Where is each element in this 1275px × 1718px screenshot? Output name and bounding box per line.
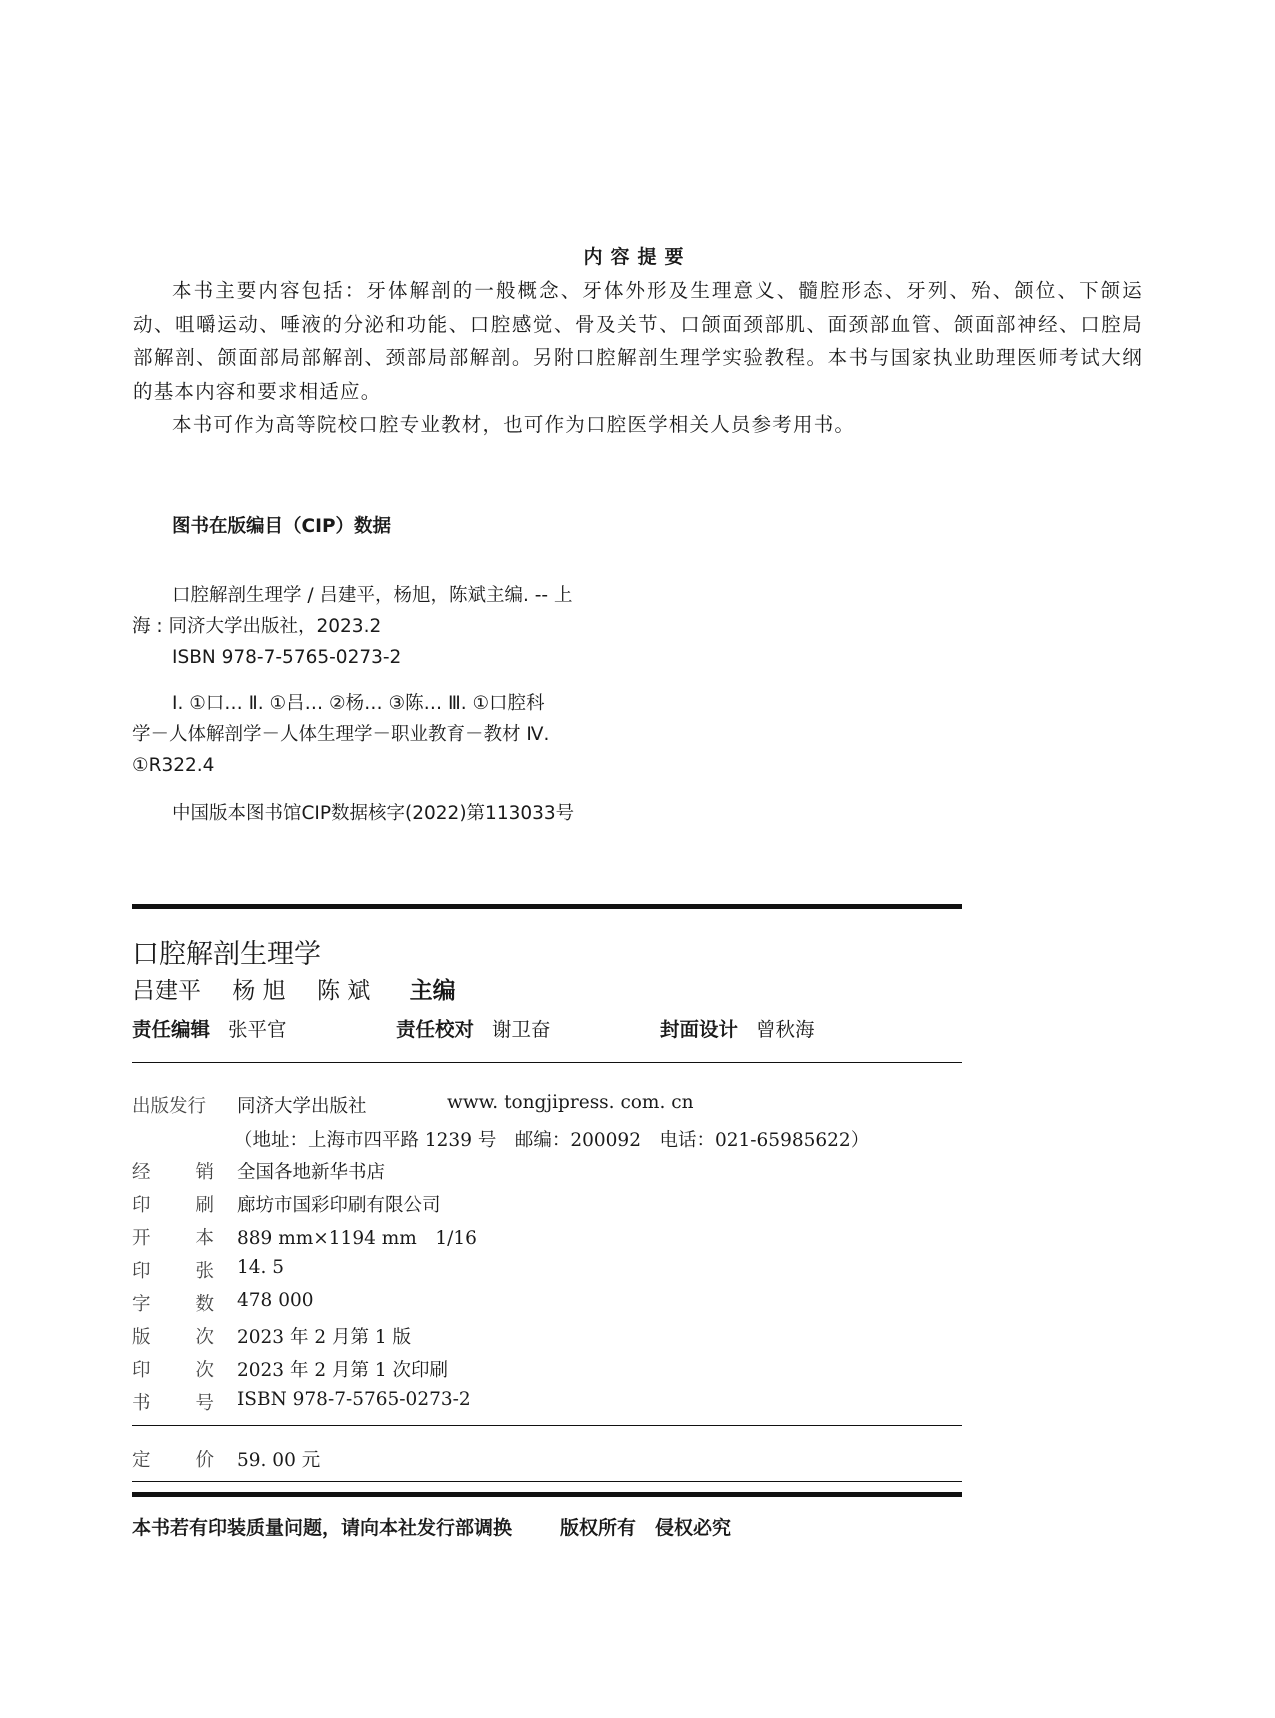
staff-role: 责任编辑 <box>132 1018 211 1041</box>
cip-heading: 图书在版编目（CIP）数据 <box>172 516 392 537</box>
label-char: 印 <box>132 1360 151 1381</box>
editor-name: 杨 旭 <box>232 978 286 1004</box>
staff-proofreader <box>396 1014 551 1042</box>
editor-name: 吕建平 <box>132 978 201 1004</box>
info-value: 478 000 <box>237 1290 314 1311</box>
summary-paragraph: 本书可作为高等院校口腔专业教材，也可作为口腔医学相关人员参考用书。 <box>172 413 856 436</box>
label-char: 定 <box>132 1450 151 1471</box>
cip-desc-line: 海 : 同济大学出版社，2023.2 <box>132 616 382 637</box>
publisher-address: （地址：上海市四平路 1239 号 邮编：200092 电话：021-65985622） <box>234 1130 870 1151</box>
editors-line <box>132 972 480 1005</box>
staff-role: 封面设计 <box>660 1018 739 1041</box>
info-label <box>132 1389 214 1415</box>
staff-cover-design <box>660 1014 815 1042</box>
quality-note: 本书若有印装质量问题，请向本社发行部调换 <box>132 1517 513 1539</box>
info-label <box>132 1158 214 1184</box>
info-label: 出版发行 <box>132 1096 207 1117</box>
staff-name: 张平官 <box>228 1018 287 1041</box>
footer-note <box>132 1513 731 1540</box>
info-value: 全国各地新华书店 <box>237 1162 386 1183</box>
summary-paragraph: 本书主要内容包括：牙体解剖的一般概念、牙体外形及生理意义、髓腔形态、牙列、殆、颌位、下颌运动、咀嚼运动、唾液的分泌和功能、口腔感觉、骨及关节、口颌面颈部肌、面颈部血管、颌面部神经、口腔局部解剖、颌面部局部解剖、颈部局部解剖。另附口腔解剖生理学实验教程。本书与国家执业助理医师考试大纲的基本内容和要求相适应。 <box>133 279 1143 403</box>
label-char: 本 <box>195 1228 214 1249</box>
cip-core-number-text: 中国版本图书馆CIP数据核字(2022)第113033号 <box>172 803 575 824</box>
cip-isbn: ISBN 978-7-5765-0273-2 <box>172 647 402 668</box>
info-value: 廊坊市国彩印刷有限公司 <box>237 1195 441 1216</box>
publisher-url: www. tongjipress. com. cn <box>447 1092 694 1113</box>
info-label <box>132 1224 214 1250</box>
staff-name: 曾秋海 <box>756 1018 815 1041</box>
cip-class-line: ①R322.4 <box>132 755 215 776</box>
label-char: 印 <box>132 1195 151 1216</box>
info-value: 2023 年 2 月第 1 次印刷 <box>237 1360 449 1381</box>
staff-name: 谢卫奋 <box>492 1018 551 1041</box>
book-title: 口腔解剖生理学 <box>132 939 321 970</box>
info-value: 同济大学出版社 <box>237 1096 367 1117</box>
cip-class-line: Ⅰ. ①口… Ⅱ. ①吕… ②杨… ③陈… Ⅲ. ①口腔科 <box>172 693 545 714</box>
label-char: 刷 <box>195 1195 214 1216</box>
info-label <box>132 1290 214 1316</box>
cip-classification <box>132 688 692 781</box>
bottom-rule <box>132 1492 962 1497</box>
info-value: ISBN 978-7-5765-0273-2 <box>237 1389 471 1410</box>
info-value: 889 mm×1194 mm 1/16 <box>237 1228 477 1249</box>
label-char: 经 <box>132 1162 151 1183</box>
label-char: 版 <box>132 1327 151 1348</box>
label-char: 书 <box>132 1393 151 1414</box>
label-char: 开 <box>132 1228 151 1249</box>
editor-role: 主编 <box>409 978 456 1004</box>
price-value: 59. 00 元 <box>237 1450 321 1471</box>
staff-role: 责任校对 <box>396 1018 475 1041</box>
label-char: 次 <box>195 1360 214 1381</box>
info-label <box>132 1191 214 1217</box>
label-char: 印 <box>132 1261 151 1282</box>
info-label <box>132 1323 214 1349</box>
label-char: 字 <box>132 1294 151 1315</box>
top-rule <box>132 904 962 909</box>
divider <box>132 1481 962 1482</box>
label-char: 张 <box>195 1261 214 1282</box>
label-char: 销 <box>195 1162 214 1183</box>
cip-description <box>132 580 692 673</box>
info-value: 2023 年 2 月第 1 版 <box>237 1327 412 1348</box>
cip-core-number <box>132 798 692 829</box>
info-label <box>132 1446 214 1472</box>
summary-title: 内容提要 <box>583 246 692 268</box>
info-label <box>132 1257 214 1283</box>
summary-body <box>133 274 1143 442</box>
label-char: 号 <box>195 1393 214 1414</box>
info-label <box>132 1356 214 1382</box>
cip-desc-line: 口腔解剖生理学 / 吕建平，杨旭，陈斌主编. -- 上 <box>172 585 573 606</box>
divider <box>132 1062 962 1063</box>
label-char: 次 <box>195 1327 214 1348</box>
info-value: 14. 5 <box>237 1257 285 1278</box>
cip-class-line: 学－人体解剖学－人体生理学－职业教育－教材 Ⅳ. <box>132 724 550 745</box>
editor-name: 陈 斌 <box>316 978 371 1004</box>
divider <box>132 1425 962 1426</box>
copyright-note: 版权所有 侵权必究 <box>560 1517 732 1539</box>
label-char: 价 <box>195 1450 214 1471</box>
staff-editor <box>132 1014 287 1042</box>
label-char: 数 <box>195 1294 214 1315</box>
